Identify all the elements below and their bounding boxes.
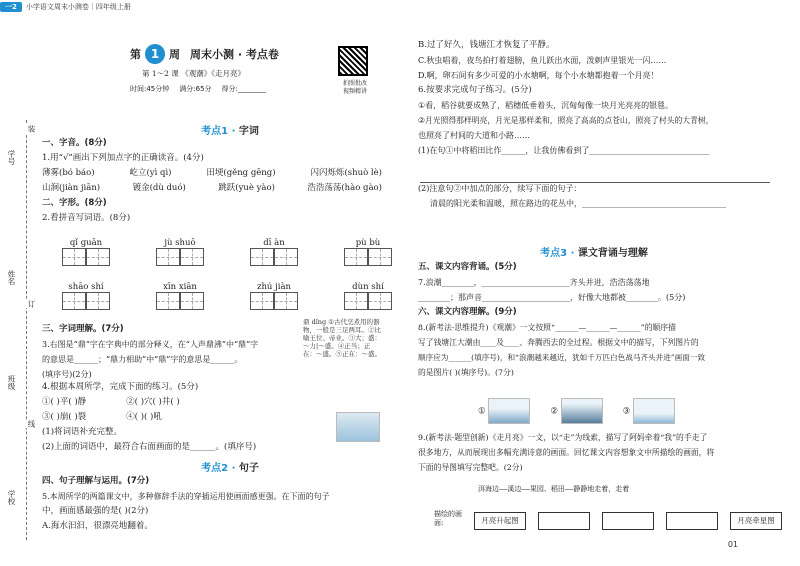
choice-item[interactable]: 田埂(gěng gēng) (206, 168, 276, 178)
write-cell[interactable] (62, 248, 86, 266)
picture-box-2[interactable] (538, 512, 590, 530)
q9-line-3: 下面的导图填写完整吧。(2分) (418, 463, 523, 472)
write-cell[interactable] (274, 292, 298, 310)
q6-prompt: 6.按要求完成句子练习。(5分) (418, 85, 532, 95)
q5-option-d[interactable]: D.啊，卵石间有多少可爱的小水塘啊，每个小水塘都抱着一个月亮！ (418, 71, 659, 80)
q1-prompt: 1.用“√”画出下列加点字的正确读音。(4分) (42, 153, 204, 163)
write-cell[interactable] (156, 248, 180, 266)
q9-line-1: 9.(新考法·题型创新)《走月亮》一文，以“走”为线索，描写了阿妈牵着“我”的手走了 (418, 433, 708, 442)
q8-line-4[interactable]: 的是图片( )(填序号)。(7分) (418, 368, 514, 377)
book-title: 小学语文周末小测卷｜四年级上册 (25, 3, 131, 11)
part-2-heading: 二、字形。(8分) (42, 198, 107, 208)
q6-continue[interactable]: 清晨的阳光柔和温暖，照在路边的花丛中，____________________________________ (430, 199, 726, 208)
q6-sentence-2: ②月光照得那样明亮，月光是那样柔和，照亮了高高的点苍山，照亮了村头的大青树， (418, 116, 714, 125)
tide-picture-1 (488, 398, 530, 424)
school-label: 学校 (7, 490, 16, 505)
choice-item[interactable]: 山涧(jiàn jiān) (42, 183, 101, 193)
page-number: 01 (727, 540, 738, 549)
draw-label: 描绘的画面: (434, 510, 462, 527)
q4-sub1: (1)将词语补充完整。 (42, 427, 123, 437)
write-cell[interactable] (368, 292, 392, 310)
binding-gutter (0, 120, 34, 540)
choice-item[interactable]: 闪闪烁烁(shuò lè) (310, 168, 382, 178)
write-cell[interactable] (86, 248, 110, 266)
subtitle: 第 1～2 课 《观潮》《走月亮》 (142, 69, 245, 78)
full-score-info: 满分:65分 (179, 85, 212, 93)
idiom-blank[interactable]: ①( )平( )静 (42, 397, 87, 407)
write-cell[interactable] (156, 292, 180, 310)
write-cell[interactable] (250, 248, 274, 266)
brand-badge: 一2 (0, 2, 22, 12)
class-label: 班级 (7, 375, 16, 390)
q5-option-c[interactable]: C.秋虫唱着，夜鸟拍打着翅膀，鱼儿跃出水面，泼刺声里银光一闪…… (418, 56, 667, 65)
q3-note: (填序号)(2分) (42, 370, 92, 379)
write-cell[interactable] (250, 292, 274, 310)
q5-option-b[interactable]: B.过了好久，钱塘江才恢复了平静。 (418, 40, 555, 50)
part-6-heading: 六、课文内容理解。(9分) (418, 307, 517, 317)
q2-prompt: 2.看拼音写词语。(8分) (42, 213, 131, 223)
fold-mark: 装 (27, 125, 36, 133)
cut-line (26, 120, 27, 540)
answer-line[interactable] (420, 182, 770, 183)
week-suffix: 周 (169, 48, 180, 61)
wave-picture (336, 412, 380, 442)
student-id-label: 学号 (7, 150, 16, 165)
choice-item[interactable]: 薄雾(bó báo) (42, 168, 95, 178)
time-info: 时间:45分钟 (130, 85, 170, 93)
q3-blanks[interactable]: 的意思是______；“鼎力相助”中“鼎”字的意思是______。 (42, 355, 243, 364)
part-3-heading: 三、字词理解。(7分) (42, 324, 124, 334)
pinyin-row-1: qǐ guān jù shuō dī àn pù bù (62, 238, 392, 266)
week-prefix: 第 (130, 48, 141, 61)
choice-item[interactable]: 跳跃(yuè yào) (218, 183, 275, 193)
q6-task-2: (2)注意句②中加点的部分，续写下面的句子： (418, 184, 582, 193)
qr-label: 拍照批改 视频精讲 (342, 80, 367, 95)
section-heading-1: 考点1 · 字词 (201, 126, 259, 137)
idiom-blank[interactable]: ③( )崩( )裂 (42, 412, 87, 422)
score-field[interactable]: 得分:________ (221, 85, 266, 93)
write-cell[interactable] (344, 248, 368, 266)
tide-picture-2 (561, 398, 603, 424)
choice-item[interactable]: 浩浩荡荡(hào gào) (307, 183, 382, 193)
write-cell[interactable] (368, 248, 392, 266)
mind-map-boxes (474, 512, 782, 530)
cut-mark: 线 (27, 420, 36, 428)
write-cell[interactable] (180, 248, 204, 266)
ding-mark: 订 (27, 300, 36, 308)
q9-line-2: 很多地方，从而展现出多幅充满诗意的画面。回忆课文内容想象文中所描绘的画面，将 (418, 448, 715, 457)
choice-item[interactable]: 镀金(dù duó) (132, 183, 186, 193)
idiom-blank[interactable]: ②( )穴( )井( ) (126, 397, 180, 407)
q5-option-a[interactable]: A.海水汩汩，很漂亮地翻着。 (42, 521, 153, 531)
write-cell[interactable] (344, 292, 368, 310)
q4-sub2[interactable]: (2)上面的词语中，最符合右面画面的是______。(填序号) (42, 442, 257, 452)
q3-prompt: 3.右图是“鼎”字在字典中的部分释义，在“人声鼎沸”中“鼎”字 (42, 340, 259, 349)
write-cell[interactable] (180, 292, 204, 310)
q5-prompt-2[interactable]: 中，画面感最强的是( )(2分) (42, 506, 149, 516)
part-4-heading: 四、句子理解与运用。(7分) (42, 476, 150, 486)
write-cell[interactable] (62, 292, 86, 310)
part-5-heading: 五、课文内容背诵。(5分) (418, 262, 517, 272)
write-cell[interactable] (86, 292, 110, 310)
dictionary-entry: 鼎 dǐng ①古代烹煮用的器物，一般是三足两耳。②比喻王位、帝业。③大；盛：～力|～盛。④正当；正在：～盛。⑤正在：～盛。 (303, 318, 381, 358)
write-cell[interactable] (274, 248, 298, 266)
qr-code[interactable] (338, 46, 368, 76)
q6-sentence-2b: 也照亮了村间的大道和小路…… (418, 131, 530, 140)
week-number: 1 (145, 44, 165, 64)
picture-box-5: 月亮牵星图 (730, 512, 782, 530)
q7-line-1[interactable]: 7.浪潮________，______________________齐头并进，浩浩荡荡地 (418, 278, 650, 287)
picture-box-4[interactable] (666, 512, 718, 530)
picture-box-3[interactable] (602, 512, 654, 530)
picture-box-1: 月亮升起图 (474, 512, 526, 530)
section-heading-2: 考点2 · 句子 (201, 463, 259, 474)
q6-sentence-1: ①看，稻谷就要成熟了，稻穗低垂着头，沉甸甸像一块月光亮亮的银毯。 (418, 101, 674, 110)
q5-prompt: 5.本周所学的两篇课文中，多种修辞手法的穿插运用使画面感更强。在下面的句子 (42, 492, 330, 501)
tide-picture-3 (633, 398, 675, 424)
page-title: 周末小测 · 考点卷 (190, 48, 279, 61)
top-bar (0, 0, 420, 14)
part-1-heading: 一、字音。(8分) (42, 138, 107, 148)
choice-item[interactable]: 屹立(yì qì) (129, 168, 172, 178)
idiom-blank[interactable]: ④( )( )吼 (126, 412, 162, 422)
q4-prompt: 4.根据本周所学，完成下面的练习。(5分) (42, 382, 199, 392)
pinyin-row-2: shāo shí xīn xiān zhú jiàn dùn shí (62, 282, 392, 310)
q8-line-2[interactable]: 写了钱塘江大潮由____及____、奔腾西去的全过程。根据文中的描写，下列图片的 (418, 338, 699, 347)
q8-line-3[interactable]: 顺序应为______(填序号)，和“浪潮越来越近，犹如千万匹白色战马齐头并进”画面一致 (418, 353, 706, 362)
q7-line-2[interactable]: ________；那声音______________________，好像大地都被________。(5分) (418, 293, 686, 302)
section-heading-3: 考点3 · 课文背诵与理解 (540, 248, 648, 259)
route-map: 洱海边——溪边——果园、稻田——静静地走着，走着 (478, 485, 630, 493)
q8-line-1[interactable]: 8.(新考法·思维提升)《观潮》一文按照“______—______—______”的顺序描 (418, 323, 676, 332)
name-label: 姓名 (7, 270, 16, 285)
q8-pictures: ① ② ③ (478, 398, 675, 424)
q6-task-1[interactable]: (1)在句①中将稻田比作______，让我仿佛看到了______________________________ (418, 146, 710, 155)
